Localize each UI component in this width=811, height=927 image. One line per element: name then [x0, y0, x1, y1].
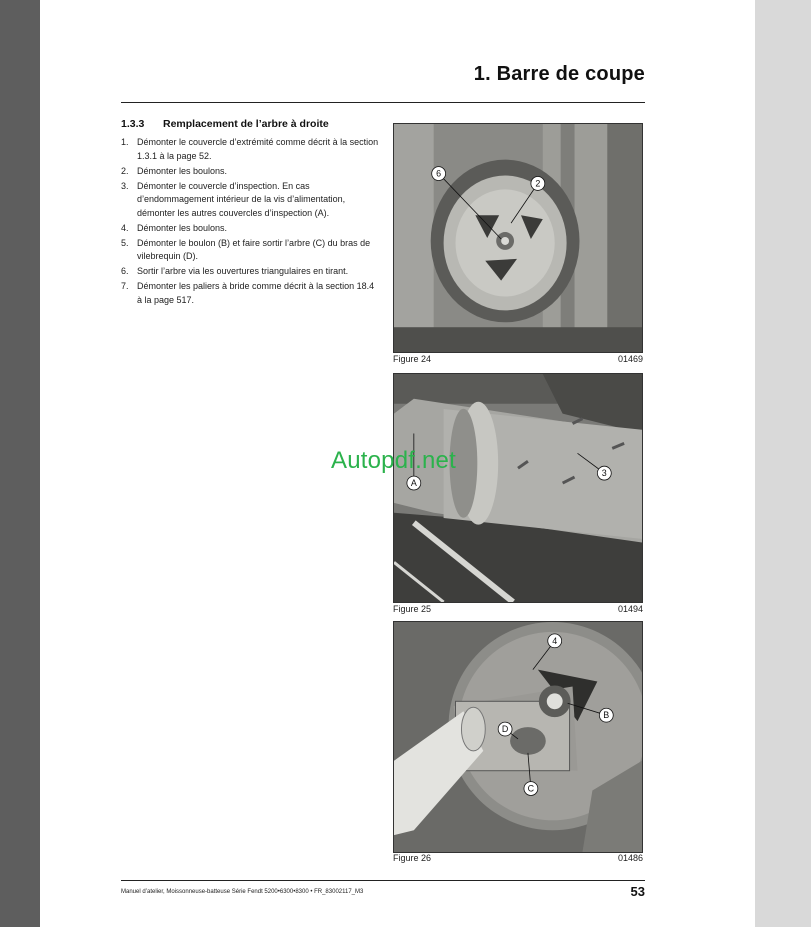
step-number: 4.	[121, 222, 129, 233]
figure-label: Figure 24	[393, 354, 432, 364]
callout-label: 2	[535, 178, 541, 189]
callout-C	[524, 782, 538, 796]
step-number: 6.	[121, 266, 129, 276]
step-text: Démonter les paliers à bride comme décrit à la section 18.4 à la page 517.	[137, 281, 375, 305]
callout-2	[531, 177, 545, 191]
step-number: 7.	[121, 281, 129, 291]
step-item	[121, 136, 381, 163]
section-number: 1.3.3	[121, 118, 145, 130]
figure-code: 01469	[617, 354, 643, 364]
callout-label: B	[603, 710, 610, 721]
callout-label: 4	[552, 635, 558, 646]
step-number: 1.	[121, 137, 129, 147]
step-number: 3.	[121, 180, 129, 191]
section-title: Remplacement de l’arbre à droite	[163, 118, 329, 130]
figure-label: Figure 26	[393, 853, 432, 863]
step-number: 5.	[121, 237, 129, 248]
step-text: Démonter le boulon (B) et faire sortir l’arbre (C) du bras de vilebrequin (D).	[137, 237, 371, 261]
step-text: Sortir l’arbre via les ouvertures triangulaires en tirant.	[137, 266, 349, 276]
footer-divider	[121, 880, 645, 881]
figure-24-photo	[393, 123, 643, 353]
step-text: Démonter les boulons.	[137, 222, 228, 233]
figure-25-photo	[393, 373, 643, 603]
callout-label: D	[501, 724, 509, 735]
step-text: Démonter le couvercle d’inspection. En cas d’endommagement intérieur de la vis d’alimentation, démonter les autres couvercles d’inspection (A).	[137, 180, 346, 218]
step-item	[121, 180, 381, 221]
figure-label: Figure 25	[393, 604, 432, 614]
chapter-title: 1. Barre de coupe	[473, 63, 645, 85]
watermark: Autopdf.net	[331, 447, 456, 474]
figure-code: 01494	[617, 604, 643, 614]
viewer-margin	[755, 0, 811, 927]
callout-label: 6	[436, 168, 442, 179]
callout-3	[597, 466, 611, 480]
figure-26-photo	[393, 621, 643, 853]
callout-A	[407, 476, 421, 490]
title-divider	[121, 102, 645, 103]
step-number: 2.	[121, 165, 129, 176]
figure-code: 01486	[617, 853, 643, 863]
step-item	[121, 265, 381, 279]
step-item	[121, 280, 381, 307]
callout-B	[599, 708, 613, 722]
step-item	[121, 222, 381, 236]
step-text: Démonter les boulons.	[137, 165, 228, 176]
callout-4	[548, 634, 562, 648]
step-item	[121, 165, 381, 179]
callout-6	[432, 167, 446, 181]
step-item	[121, 237, 381, 264]
callout-label: A	[410, 478, 417, 489]
page-number: 53	[630, 884, 645, 899]
callout-D	[498, 722, 512, 736]
footer-text: Manuel d’atelier, Moissonneuse-batteuse Série Fendt 5200•6300•8300 • FR_83002117_M3	[121, 889, 364, 895]
procedure-steps	[121, 136, 381, 309]
callout-label: C	[527, 783, 535, 794]
callout-label: 3	[601, 468, 607, 479]
step-text: Démonter le couvercle d’extrémité comme décrit à la section 1.3.1 à la page 52.	[137, 137, 379, 161]
